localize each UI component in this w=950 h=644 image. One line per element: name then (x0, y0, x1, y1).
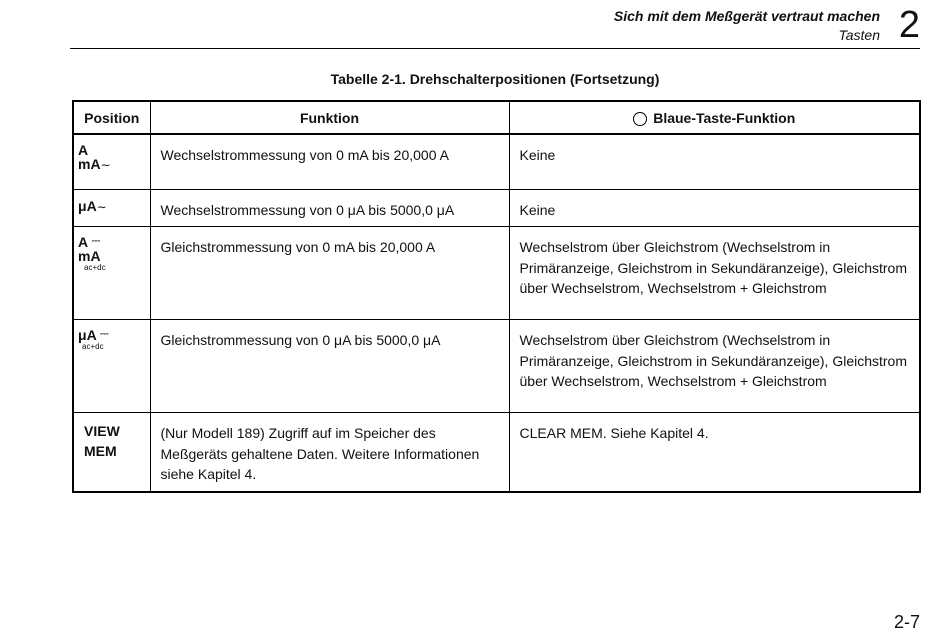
header-rule (70, 48, 920, 49)
position-cell (73, 189, 150, 227)
blue-function-cell: Wechselstrom über Gleichstrom (Wechselstrom in Primäranzeige, Gleichstrom in Sekundäranzeige), Gleichstrom über Wechselstrom, Wechselstrom + Gleichstrom (509, 227, 920, 320)
symbol-line1: A (78, 142, 89, 158)
position-cell (73, 227, 150, 320)
table-row (73, 134, 920, 189)
position-cell (73, 320, 150, 413)
position-cell (73, 134, 150, 189)
blue-function-cell: Keine (509, 134, 920, 189)
symbol-line2: mA (78, 156, 101, 172)
function-cell: Wechselstrommessung von 0 μA bis 5000,0 μA (150, 189, 509, 227)
column-header-blue (509, 101, 920, 134)
blue-function-cell: Wechselstrom über Gleichstrom (Wechselstrom in Primäranzeige, Gleichstrom in Sekundäranzeige), Gleichstrom über Wechselstrom, Wechselstrom + Gleichstrom (509, 320, 920, 413)
ac-ua-symbol-icon (78, 199, 107, 213)
symbol-note: ac+dc (82, 342, 104, 351)
table-caption: Tabelle 2-1. Drehschalterpositionen (Fortsetzung) (330, 71, 660, 87)
table-row (73, 189, 920, 227)
symbol-note: ac+dc (84, 263, 106, 272)
function-cell: Gleichstrommessung von 0 mA bis 20,000 A (150, 227, 509, 320)
column-header-blue-label: Blaue-Taste-Funktion (653, 109, 796, 126)
symbol-line2: mA (78, 248, 101, 264)
function-cell: (Nur Modell 189) Zugriff auf im Speicher des Meßgeräts gehaltene Daten. Weitere Informationen siehe Kapitel 4. (150, 413, 509, 492)
table-row (73, 227, 920, 320)
table-header-row (73, 101, 920, 134)
column-header-function: Funktion (150, 101, 509, 134)
blue-function-cell: CLEAR MEM. Siehe Kapitel 4. (509, 413, 920, 492)
function-cell: Gleichstrommessung von 0 μA bis 5000,0 μA (150, 320, 509, 413)
header-title: Sich mit dem Meßgerät vertraut machen (613, 8, 880, 24)
chapter-number: 2 (898, 4, 920, 46)
ac-wave-icon: ∼ (96, 199, 107, 214)
function-cell: Wechselstrommessung von 0 mA bis 20,000 A (150, 134, 509, 189)
blue-function-cell: Keine (509, 189, 920, 227)
switch-position-table (72, 100, 921, 493)
column-header-position: Position (73, 101, 150, 134)
position-text-line2: MEM (84, 443, 117, 459)
dc-bar-icon: ⎓ (91, 235, 100, 247)
symbol-line1: A (78, 234, 88, 250)
symbol-line2: μA (78, 197, 97, 214)
symbol-line2: μA (78, 327, 97, 343)
blue-button-circle-icon (633, 112, 647, 126)
position-cell (73, 413, 150, 492)
ac-wave-icon: ∼ (100, 158, 111, 172)
page-number: 2-7 (893, 612, 920, 632)
dc-bar-icon: ⎓ (100, 328, 108, 340)
page-header (0, 0, 950, 50)
table-row (73, 320, 920, 413)
dc-ma-symbol-icon (78, 235, 106, 272)
table-row (73, 413, 920, 492)
position-text-line1: VIEW (84, 423, 120, 439)
header-subtitle: Tasten (838, 27, 880, 43)
dc-ua-symbol-icon (78, 328, 108, 351)
ac-ma-symbol-icon (78, 143, 111, 171)
